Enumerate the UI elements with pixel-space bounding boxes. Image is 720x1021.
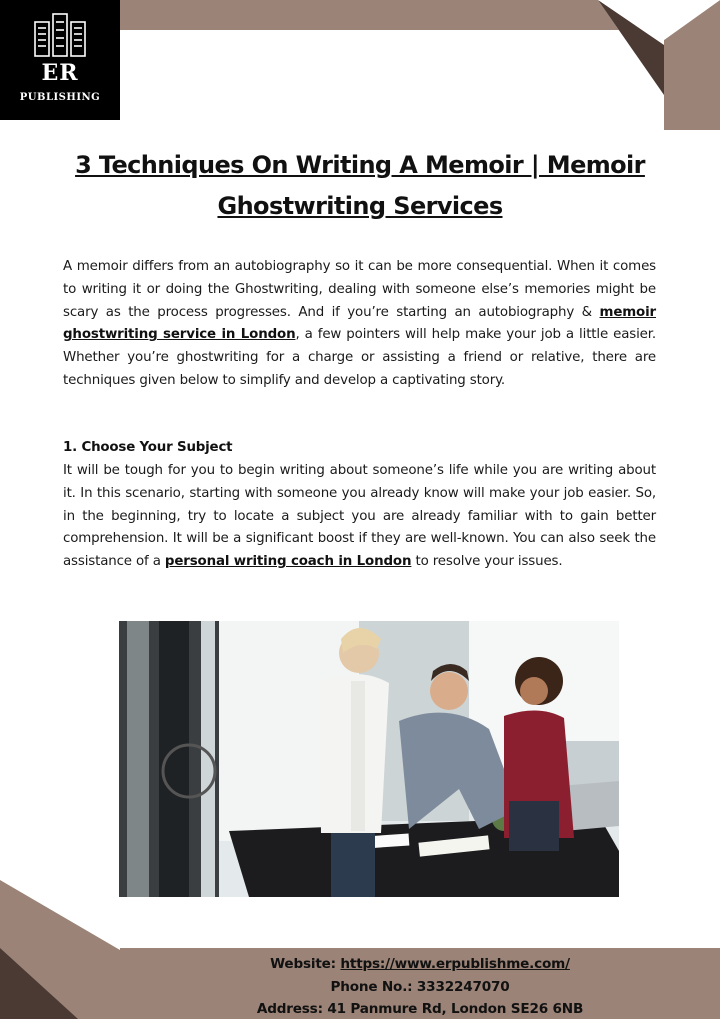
website-label: Website: bbox=[270, 956, 341, 972]
footer-phone: Phone No.: 3332247070 bbox=[330, 978, 510, 995]
office-team-photo bbox=[119, 621, 619, 897]
intro-text-1: A memoir differs from an autobiography so it can be more consequential. When it comes to writing it or doing the Ghostwriting, dealing with someone else’s memories might be scary as the process progresses. And if you’re starting an autobiography & bbox=[63, 259, 656, 320]
memoir-ghostwriting-link[interactable]: memoir ghostwriting service in London bbox=[63, 304, 656, 343]
er-publishing-logo[interactable] bbox=[0, 0, 120, 120]
section1-text-2: to resolve your issues. bbox=[411, 554, 563, 570]
section-heading-choose-subject: 1. Choose Your Subject bbox=[63, 440, 233, 455]
section1-paragraph bbox=[63, 460, 656, 574]
photo-illustration bbox=[119, 621, 619, 897]
footer-contact bbox=[120, 953, 720, 1021]
bottom-left-triangle-decoration bbox=[0, 880, 120, 1019]
logo-wordmark: PUBLISHING bbox=[19, 92, 101, 103]
building-icon bbox=[33, 12, 87, 58]
top-right-triangle-decoration bbox=[598, 0, 720, 130]
section1-text-1: It will be tough for you to begin writing about someone’s life while you are writing about it. In this scenario, starting with someone you already know will make your job easier. So, in the beginning, try to locate a subject you are already familiar with to gain better comprehension. It will be a significant boost if they are well-known. You can also seek the assistance of a bbox=[63, 463, 656, 570]
intro-paragraph bbox=[63, 256, 656, 393]
footer-address: Address: 41 Panmure Rd, London SE26 6NB bbox=[256, 1001, 584, 1017]
intro-text-2: , a few pointers will help make your job a little easier. Whether you’re ghostwriting for a charge or assisting a friend or relative, there are techniques given below to simplify and develop a captivating story. bbox=[63, 327, 656, 388]
writing-coach-link[interactable]: personal writing coach in London bbox=[164, 554, 412, 570]
logo-initials: ER bbox=[41, 60, 79, 86]
footer-website-line bbox=[120, 953, 720, 976]
page-title[interactable]: 3 Techniques On Writing A Memoir | Memoir Ghostwriting Services bbox=[75, 151, 645, 220]
website-link[interactable]: https://www.erpublishme.com/ bbox=[340, 956, 570, 972]
